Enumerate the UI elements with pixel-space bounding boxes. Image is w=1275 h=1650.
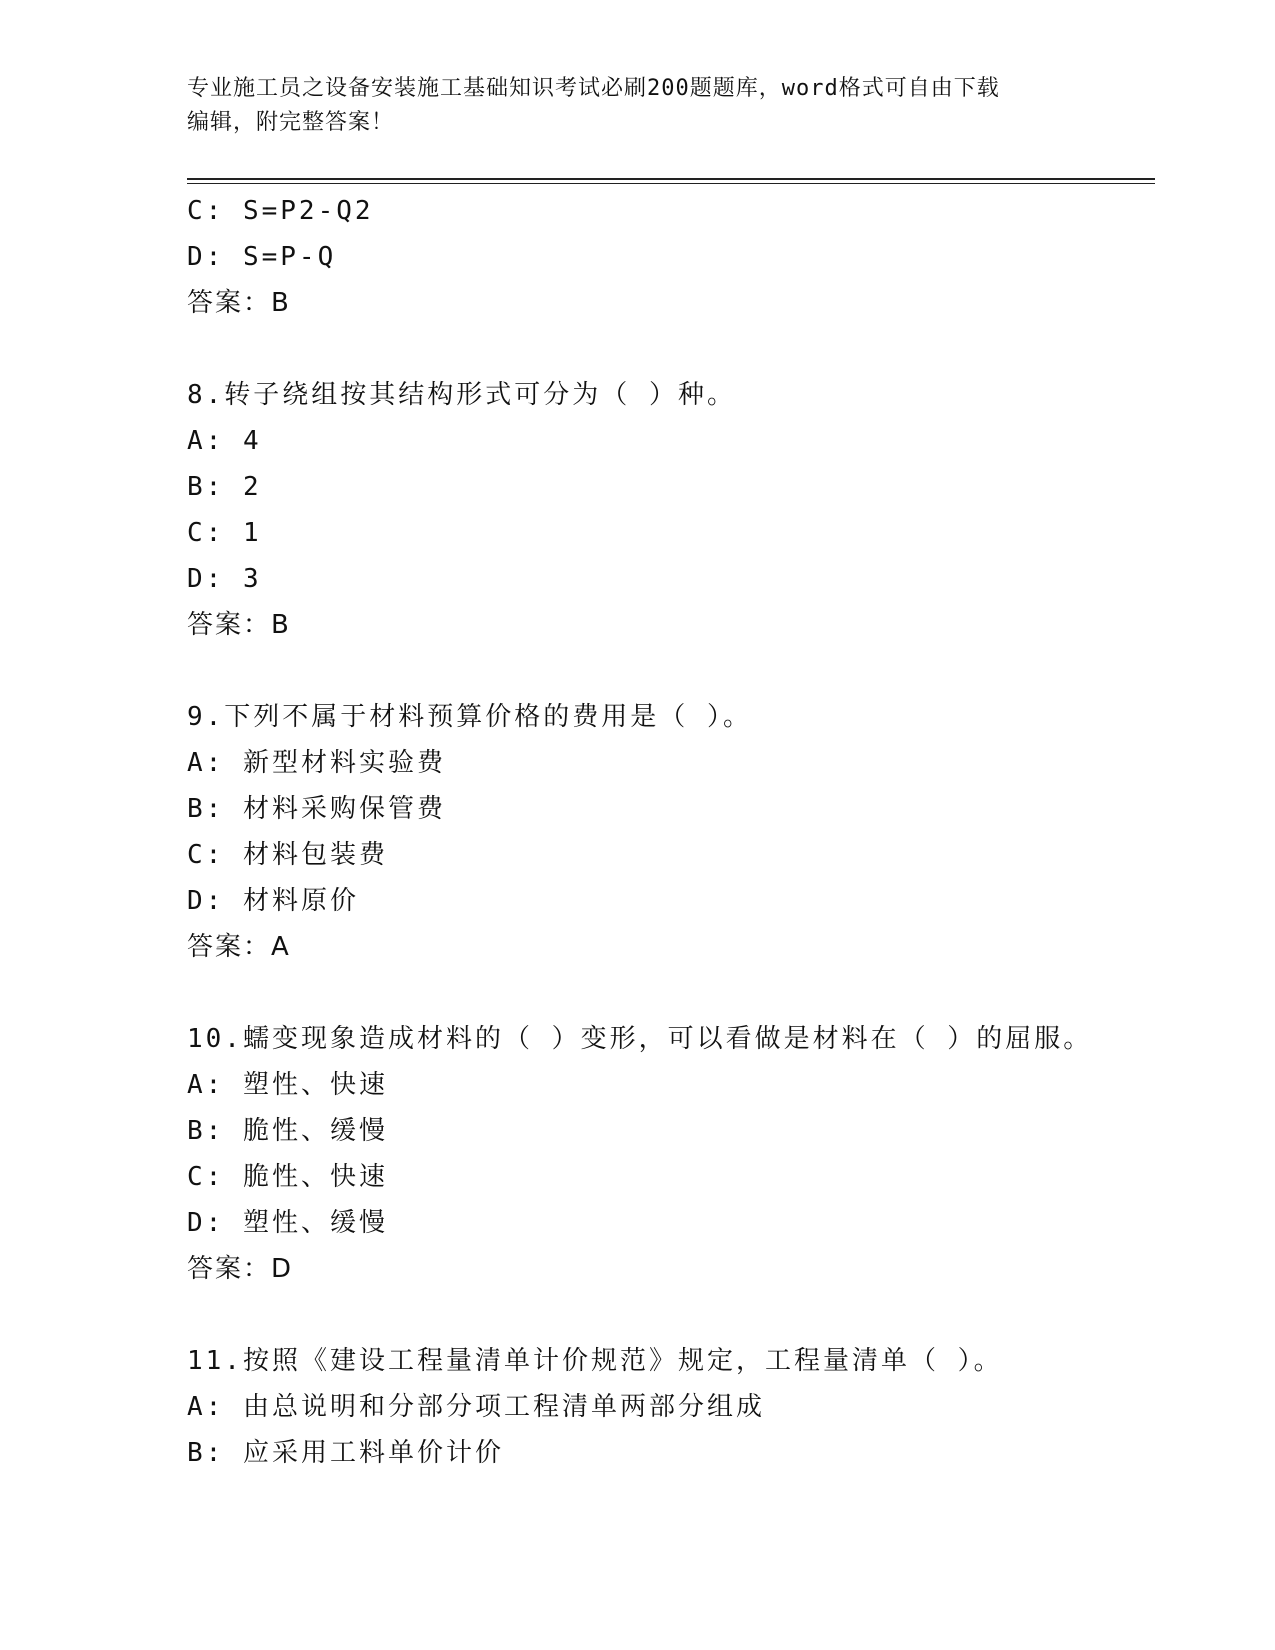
option-line: C: 1: [187, 518, 262, 548]
option-line: A: 塑性、快速: [187, 1070, 388, 1100]
option-line: D: 3: [187, 564, 262, 594]
option-line: D: 材料原价: [187, 886, 359, 916]
option-line: B: 材料采购保管费: [187, 794, 446, 824]
option-line: B: 应采用工料单价计价: [187, 1438, 504, 1468]
question-stem: 10.蠕变现象造成材料的（ ）变形，可以看做是材料在（ ）的屈服。: [187, 1024, 1093, 1054]
option-line: C: 脆性、快速: [187, 1162, 388, 1192]
header-divider-thin: [187, 183, 1155, 184]
question-stem: 9.下列不属于材料预算价格的费用是（ ）。: [187, 702, 752, 732]
option-line: D: S=P-Q: [187, 242, 337, 272]
answer-line: 答案：B: [187, 288, 291, 318]
option-line: A: 新型材料实验费: [187, 748, 446, 778]
option-line: B: 2: [187, 472, 262, 502]
answer-line: 答案：D: [187, 1254, 294, 1284]
option-line: A: 由总说明和分部分项工程清单两部分组成: [187, 1392, 765, 1422]
section-gap: [187, 326, 1155, 372]
question-stem: 11.按照《建设工程量清单计价规范》规定，工程量清单（ ）。: [187, 1346, 1003, 1376]
question-stem: 8.转子绕组按其结构形式可分为（ ）种。: [187, 380, 736, 410]
option-line: C: 材料包装费: [187, 840, 388, 870]
answer-line: 答案：A: [187, 932, 291, 962]
option-line: A: 4: [187, 426, 262, 456]
header-divider-thick: [187, 178, 1155, 180]
option-line: C: S=P2-Q2: [187, 196, 374, 226]
section-gap: [187, 970, 1155, 1016]
document-header: 专业施工员之设备安装施工基础知识考试必刷200题题库，word格式可自由下载 编辑，附完整答案！: [187, 76, 1000, 135]
section-gap: [187, 1292, 1155, 1338]
answer-line: 答案：B: [187, 610, 291, 640]
section-gap: [187, 648, 1155, 694]
option-line: B: 脆性、缓慢: [187, 1116, 388, 1146]
option-line: D: 塑性、缓慢: [187, 1208, 388, 1238]
question-list: [187, 188, 1155, 1476]
